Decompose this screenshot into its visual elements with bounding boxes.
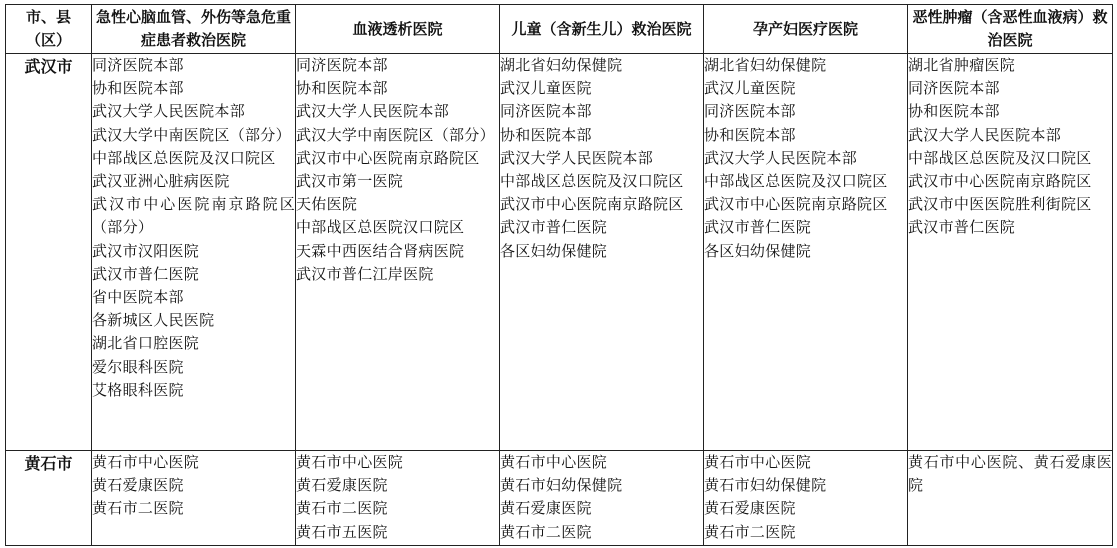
hospital-entry: 黄石市中心医院 — [704, 453, 812, 471]
hospital-entry: 武汉市第一医院 — [296, 172, 404, 191]
hospital-entry: 武汉市汉阳医院 — [92, 241, 200, 260]
hospital-entry: 黄石爱康医院 — [92, 476, 184, 495]
maternal-cell — [704, 451, 908, 546]
acute-care-cell — [92, 451, 296, 546]
hospital-entry: 武汉市普仁医院 — [92, 264, 200, 283]
hospital-entry: 黄石市中心医院 — [296, 453, 404, 471]
children-cell — [500, 451, 704, 546]
hospital-entry: 武汉市中心医院南京路院区 — [908, 172, 1092, 191]
hospital-entry: 武汉大学人民医院本部 — [296, 102, 450, 121]
hospital-entry: 武汉市中医医院胜利街院区 — [908, 195, 1092, 214]
region-cell: 武汉市 — [6, 54, 92, 451]
hospital-entry: 武汉大学中南医院区（部分） — [296, 125, 495, 144]
hospital-entry: 武汉儿童医院 — [704, 79, 796, 98]
hospital-entry: 各区妇幼保健院 — [704, 241, 812, 260]
header-oncology: 恶性肿瘤（含恶性血液病）救治医院 — [908, 5, 1113, 54]
hospital-entry: 武汉市中心医院南京路院区（部分） — [92, 195, 295, 237]
hospital-entry: 爱尔眼科医院 — [92, 357, 184, 376]
hospital-entry: 黄石市中心医院 — [92, 453, 200, 471]
hospital-entry: 武汉大学人民医院本部 — [92, 102, 246, 121]
header-region: 市、县（区） — [6, 5, 92, 54]
hospital-entry: 黄石爱康医院 — [296, 476, 388, 495]
hospital-entry: 中部战区总医院及汉口院区 — [908, 148, 1092, 167]
hospital-entry: 黄石市中心医院、黄石爱康医院 — [908, 453, 1112, 495]
hospital-entry: 武汉市普仁医院 — [908, 218, 1016, 237]
hospital-entry: 各区妇幼保健院 — [500, 241, 608, 260]
oncology-cell — [908, 54, 1113, 451]
hospital-entry: 武汉大学人民医院本部 — [908, 125, 1062, 144]
hospital-entry: 天佑医院 — [296, 195, 358, 214]
dialysis-cell — [296, 451, 500, 546]
hospital-entry: 天霖中西医结合肾病医院 — [296, 241, 465, 260]
hospital-entry: 协和医院本部 — [296, 79, 388, 98]
hospital-entry: 中部战区总医院及汉口院区 — [704, 172, 888, 191]
hospital-entry: 黄石市妇幼保健院 — [500, 476, 623, 495]
hospital-entry: 协和医院本部 — [92, 79, 184, 98]
hospital-entry: 武汉亚洲心脏病医院 — [92, 172, 230, 191]
maternal-cell — [704, 54, 908, 451]
hospital-entry: 黄石市二医院 — [500, 522, 592, 541]
hospital-entry: 湖北省妇幼保健院 — [704, 56, 827, 74]
hospital-entry: 武汉市普仁医院 — [500, 218, 608, 237]
hospital-entry: 湖北省妇幼保健院 — [500, 56, 623, 74]
table-row — [6, 54, 1113, 451]
hospital-entry: 武汉市中心医院南京路院区 — [296, 148, 480, 167]
header-acute-care: 急性心脑血管、外伤等急危重症患者救治医院 — [92, 5, 296, 54]
hospital-entry: 中部战区总医院及汉口院区 — [92, 148, 276, 167]
hospital-entry: 武汉大学人民医院本部 — [704, 148, 858, 167]
header-dialysis: 血液透析医院 — [296, 5, 500, 54]
children-cell — [500, 54, 704, 451]
hospital-entry: 黄石市妇幼保健院 — [704, 476, 827, 495]
hospital-entry: 武汉大学中南医院区（部分） — [92, 125, 291, 144]
hospital-entry: 同济医院本部 — [704, 102, 796, 121]
hospital-entry: 同济医院本部 — [500, 102, 592, 121]
hospital-entry: 武汉市普仁江岸医院 — [296, 264, 434, 283]
header-maternal: 孕产妇医疗医院 — [704, 5, 908, 54]
designated-hospitals-table — [5, 4, 1113, 546]
region-cell: 黄石市 — [6, 451, 92, 546]
hospital-entry: 黄石爱康医院 — [704, 499, 796, 518]
hospital-entry: 武汉市中心医院南京路院区 — [500, 195, 684, 214]
hospital-entry: 省中医院本部 — [92, 288, 184, 307]
acute-care-cell — [92, 54, 296, 451]
dialysis-cell — [296, 54, 500, 451]
hospital-entry: 黄石市中心医院 — [500, 453, 608, 471]
hospital-entry: 武汉大学人民医院本部 — [500, 148, 654, 167]
hospital-entry: 协和医院本部 — [500, 125, 592, 144]
hospital-entry: 中部战区总医院及汉口院区 — [500, 172, 684, 191]
header-row — [6, 5, 1113, 54]
hospital-entry: 黄石市二医院 — [296, 499, 388, 518]
hospital-entry: 中部战区总医院汉口院区 — [296, 218, 465, 237]
table-row — [6, 451, 1113, 546]
hospital-entry: 黄石市五医院 — [296, 522, 388, 541]
hospital-entry: 艾格眼科医院 — [92, 380, 184, 399]
hospital-entry: 同济医院本部 — [296, 56, 388, 74]
hospital-entry: 黄石爱康医院 — [500, 499, 592, 518]
oncology-cell — [908, 451, 1113, 546]
hospital-entry: 同济医院本部 — [92, 56, 184, 74]
hospital-entry: 黄石市二医院 — [92, 499, 184, 518]
hospital-entry: 协和医院本部 — [704, 125, 796, 144]
hospital-entry: 各新城区人民医院 — [92, 311, 215, 330]
hospital-entry: 同济医院本部 — [908, 79, 1000, 98]
hospital-entry: 协和医院本部 — [908, 102, 1000, 121]
header-children: 儿童（含新生儿）救治医院 — [500, 5, 704, 54]
hospital-entry: 武汉市中心医院南京路院区 — [704, 195, 888, 214]
hospital-entry: 黄石市二医院 — [704, 522, 796, 541]
hospital-entry: 湖北省口腔医院 — [92, 334, 200, 353]
hospital-entry: 湖北省肿瘤医院 — [908, 56, 1016, 74]
hospital-entry: 武汉儿童医院 — [500, 79, 592, 98]
hospital-entry: 武汉市普仁医院 — [704, 218, 812, 237]
